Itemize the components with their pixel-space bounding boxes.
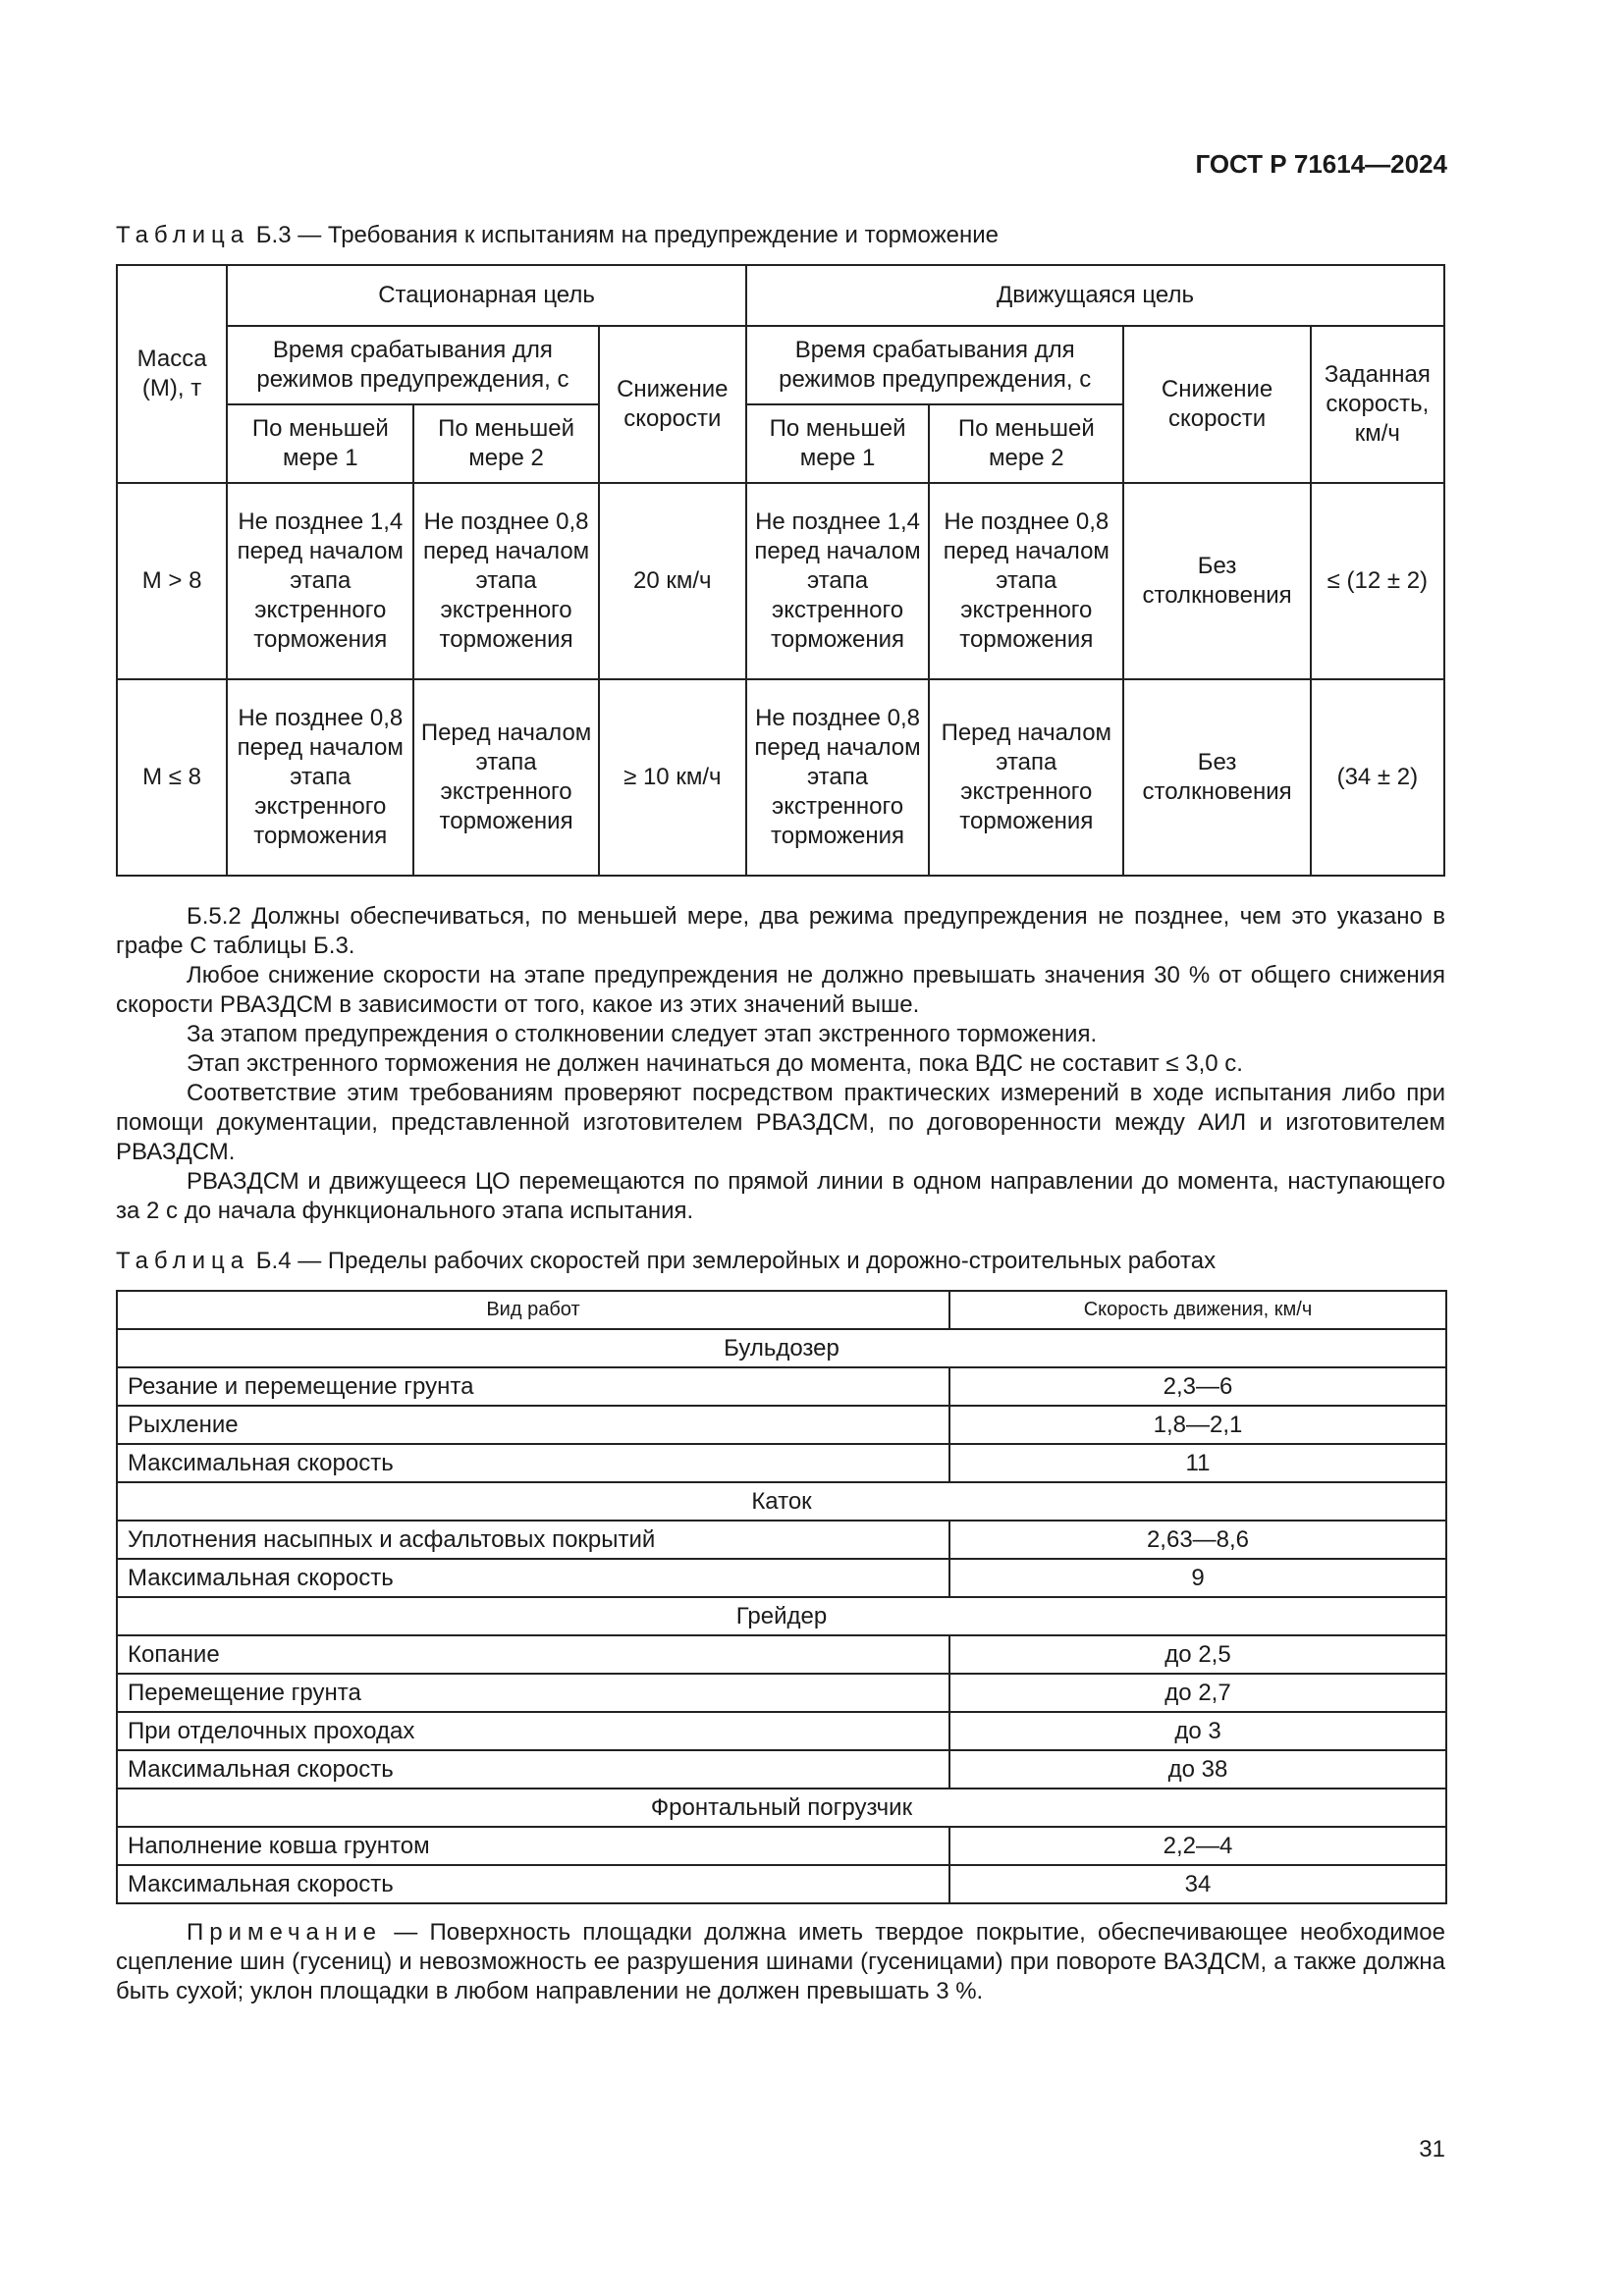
page-number: 31 — [1419, 2136, 1445, 2163]
cell-speed: 2,3—6 — [949, 1367, 1446, 1406]
table-row — [117, 679, 1444, 876]
group-title: Каток — [117, 1482, 1446, 1521]
group-title: Фронтальный погрузчик — [117, 1789, 1446, 1827]
table4-caption — [116, 1248, 1445, 1276]
header-response-time: Время срабатывания для режимов предупреждения, с — [227, 326, 599, 404]
cell-stationary-2: Не позднее 0,8 перед началом этапа экстренного торможения — [413, 483, 598, 679]
table3-subheader-row — [117, 326, 1444, 404]
body-text — [116, 902, 1445, 1226]
group-row-roller — [117, 1482, 1446, 1521]
cell-speed: 9 — [949, 1559, 1446, 1597]
cell-stationary-1: Не позднее 1,4 перед началом этапа экстренного торможения — [227, 483, 413, 679]
table-row — [117, 1712, 1446, 1750]
header-at-least-2: По меньшей мере 2 — [413, 404, 598, 483]
cell-mass: М ≤ 8 — [117, 679, 227, 876]
paragraph: Любое снижение скорости на этапе предупреждения не должно превышать значения 30 % от общего снижения скорости РВАЗДСМ в зависимости от того, какое из этих значений выше. — [116, 961, 1445, 1018]
table4-caption-prefix: Таблица — [116, 1247, 250, 1274]
table-row — [117, 1521, 1446, 1559]
cell-moving-1: Не позднее 1,4 перед началом этапа экстренного торможения — [746, 483, 929, 679]
cell-work: Рыхление — [117, 1406, 949, 1444]
cell-speed: 34 — [949, 1865, 1446, 1903]
paragraph: Соответствие этим требованиям проверяют посредством практических измерений в ходе испытания либо при помощи документации, представленной изготовителем РВАЗДСМ, по договоренности между АИЛ и изготовителем РВАЗДСМ. — [116, 1079, 1445, 1165]
table3-header-row — [117, 265, 1444, 326]
cell-speed: до 38 — [949, 1750, 1446, 1789]
table-row — [117, 1444, 1446, 1482]
cell-speed: до 3 — [949, 1712, 1446, 1750]
header-moving-target: Движущаяся цель — [746, 265, 1444, 326]
table-b4 — [116, 1290, 1447, 1904]
cell-work: Уплотнения насыпных и асфальтовых покрытий — [117, 1521, 949, 1559]
header-at-least-1: По меньшей мере 1 — [227, 404, 413, 483]
cell-speed: 2,2—4 — [949, 1827, 1446, 1865]
table-row — [117, 1406, 1446, 1444]
cell-moving-reduction: Без столкновения — [1123, 679, 1310, 876]
table4-header-row — [117, 1291, 1446, 1329]
cell-speed: 1,8—2,1 — [949, 1406, 1446, 1444]
cell-stationary-1: Не позднее 0,8 перед началом этапа экстренного торможения — [227, 679, 413, 876]
cell-moving-reduction: Без столкновения — [1123, 483, 1310, 679]
cell-moving-2: Перед началом этапа экстренного торможения — [929, 679, 1123, 876]
table-row — [117, 1635, 1446, 1674]
table-row — [117, 1750, 1446, 1789]
table3-caption — [116, 222, 1445, 250]
cell-speed: 11 — [949, 1444, 1446, 1482]
table4-caption-text: Б.4 — Пределы рабочих скоростей при землеройных и дорожно-строительных работах — [249, 1247, 1217, 1274]
cell-work: Копание — [117, 1635, 949, 1674]
cell-mass: М > 8 — [117, 483, 227, 679]
table-row — [117, 1865, 1446, 1903]
paragraph: Б.5.2 Должны обеспечиваться, по меньшей мере, два режима предупреждения не позднее, чем это указано в графе С таблицы Б.3. — [116, 902, 1445, 959]
note-text: — Поверхность площадки должна иметь твердое покрытие, обеспечивающее необходимое сцепление шин (гусениц) и невозможность ее разрушения шинами (гусеницами) при повороте ВАЗДСМ, а также должна быть сухой; уклон площадки в любом направлении не должен превышать 3 %. — [116, 1918, 1445, 2004]
page-content — [116, 222, 1445, 2006]
table-row — [117, 1367, 1446, 1406]
header-speed-reduction: Снижение скорости — [599, 326, 746, 483]
cell-stationary-reduction: ≥ 10 км/ч — [599, 679, 746, 876]
table-b3 — [116, 264, 1445, 877]
header-stationary-target: Стационарная цель — [227, 265, 746, 326]
paragraph: За этапом предупреждения о столкновении следует этап экстренного торможения. — [187, 1020, 1098, 1047]
header-set-speed: Заданная скорость, км/ч — [1311, 326, 1444, 483]
table3-caption-text: Б.3 — Требования к испытаниям на предупреждение и торможение — [249, 222, 999, 248]
header-at-least-2-moving: По меньшей мере 2 — [929, 404, 1123, 483]
table-row — [117, 1559, 1446, 1597]
cell-work: Резание и перемещение грунта — [117, 1367, 949, 1406]
paragraph: Этап экстренного торможения не должен начинаться до момента, пока ВДС не составит ≤ 3,0 с. — [187, 1049, 1243, 1077]
table3-caption-prefix: Таблица — [116, 222, 250, 248]
table-row — [117, 1674, 1446, 1712]
cell-set-speed: ≤ (12 ± 2) — [1311, 483, 1444, 679]
cell-stationary-reduction: 20 км/ч — [599, 483, 746, 679]
cell-set-speed: (34 ± 2) — [1311, 679, 1444, 876]
cell-work: При отделочных проходах — [117, 1712, 949, 1750]
header-speed-reduction-moving: Снижение скорости — [1123, 326, 1310, 483]
table-note — [116, 1918, 1445, 2006]
cell-work: Перемещение грунта — [117, 1674, 949, 1712]
header-mass: Масса (М), т — [117, 265, 227, 483]
cell-work: Максимальная скорость — [117, 1750, 949, 1789]
table-row — [117, 1827, 1446, 1865]
cell-speed: до 2,7 — [949, 1674, 1446, 1712]
paragraph: РВАЗДСМ и движущееся ЦО перемещаются по прямой линии в одном направлении до момента, наступающего за 2 с до начала функционального этапа испытания. — [116, 1167, 1445, 1224]
header-at-least-1-moving: По меньшей мере 1 — [746, 404, 929, 483]
table-row — [117, 483, 1444, 679]
note-label: Примечание — [187, 1918, 382, 1946]
header-response-time-moving: Время срабатывания для режимов предупреждения, с — [746, 326, 1124, 404]
cell-work: Наполнение ковша грунтом — [117, 1827, 949, 1865]
header-speed: Скорость движения, км/ч — [949, 1291, 1446, 1329]
cell-work: Максимальная скорость — [117, 1559, 949, 1597]
cell-moving-2: Не позднее 0,8 перед началом этапа экстренного торможения — [929, 483, 1123, 679]
group-title: Грейдер — [117, 1597, 1446, 1635]
group-row-grader — [117, 1597, 1446, 1635]
header-work-type: Вид работ — [117, 1291, 949, 1329]
cell-speed: 2,63—8,6 — [949, 1521, 1446, 1559]
group-row-bulldozer — [117, 1329, 1446, 1367]
cell-stationary-2: Перед началом этапа экстренного торможения — [413, 679, 598, 876]
cell-work: Максимальная скорость — [117, 1865, 949, 1903]
cell-work: Максимальная скорость — [117, 1444, 949, 1482]
group-row-front-loader — [117, 1789, 1446, 1827]
cell-moving-1: Не позднее 0,8 перед началом этапа экстренного торможения — [746, 679, 929, 876]
document-header: ГОСТ Р 71614—2024 — [1195, 149, 1447, 179]
cell-speed: до 2,5 — [949, 1635, 1446, 1674]
group-title: Бульдозер — [117, 1329, 1446, 1367]
